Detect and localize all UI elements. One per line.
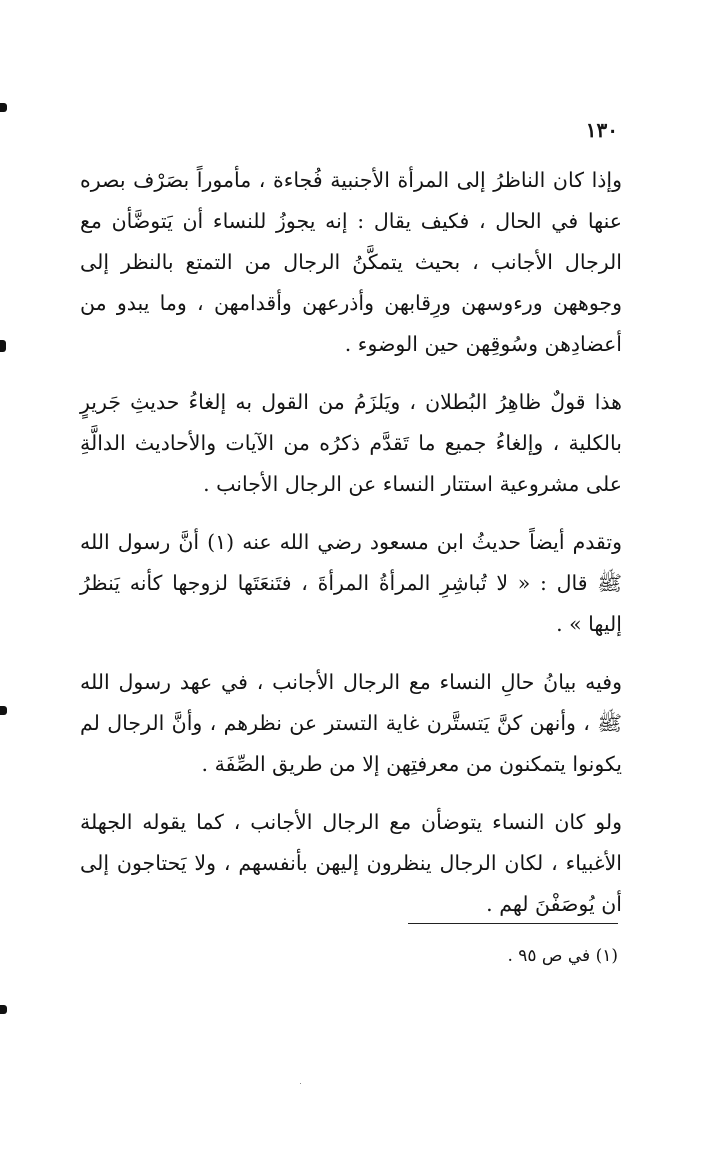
scan-edge-mark: [0, 103, 7, 112]
paragraph-2: هذا قولٌ ظاهِرُ البُطلان ، ويَلزَمُ من القول به إلغاءُ حديثِ جَريرٍ بالكلية ، وإلغاءُ جميع ما تَقدَّم ذكرُه من الآيات والأحاديث الدالَّةِ على مشروعية استتار النساء عن الرجال الأجانب .: [80, 390, 622, 496]
page-number: ١٣٠: [585, 118, 618, 142]
paragraph-3: وتقدم أيضاً حديثُ ابن مسعود رضي الله عنه (١) أنَّ رسول الله ﷺ قال : « لا تُباشِرِ المرأةُ المرأةَ ، فتَنعَتَها لزوجها كأنه يَنظرُ إليها » .: [80, 530, 623, 636]
footnote-separator: [408, 923, 618, 924]
paragraph-4: وفيه بيانُ حالِ النساء مع الرجال الأجانب ، في عهد رسول الله ﷺ ، وأنهن كنَّ يَتستَّرن غاية التستر عن نظرهم ، وأنَّ الرجال لم يكونوا يتمكنون من معرفتِهن إلا من طريق الصِّفَة .: [80, 670, 622, 776]
scan-edge-mark: [0, 1005, 7, 1014]
scan-edge-mark: [0, 340, 6, 352]
main-text: [80, 160, 622, 942]
scan-speck: [300, 1083, 301, 1084]
paragraph-5: ولو كان النساء يتوضأن مع الرجال الأجانب ، كما يقوله الجهلة الأغبياء ، لكان الرجال ينظرون إليهن بأنفسهم ، ولا يَحتاجون إلى أن يُوصَفْنَ لهم .: [80, 810, 622, 916]
paragraph-1: وإذا كان الناظرُ إلى المرأة الأجنبية فُجاءة ، مأموراً بصَرْف بصره عنها في الحال ، فكيف يقال : إنه يجوزُ للنساء أن يَتوضَّأن مع الرجال الأجانب ، بحيث يتمكَّنُ الرجال من التمتع بالنظر إلى وجوههن ورءوسهن ورِقابهن وأذرعهن وأقدامهن ، وما يبدو من أعضادِهن وسُوقِهن حين الوضوء .: [80, 168, 622, 356]
footnote: (١) في ص ٩٥ .: [507, 946, 618, 966]
scan-edge-mark: [0, 706, 7, 715]
